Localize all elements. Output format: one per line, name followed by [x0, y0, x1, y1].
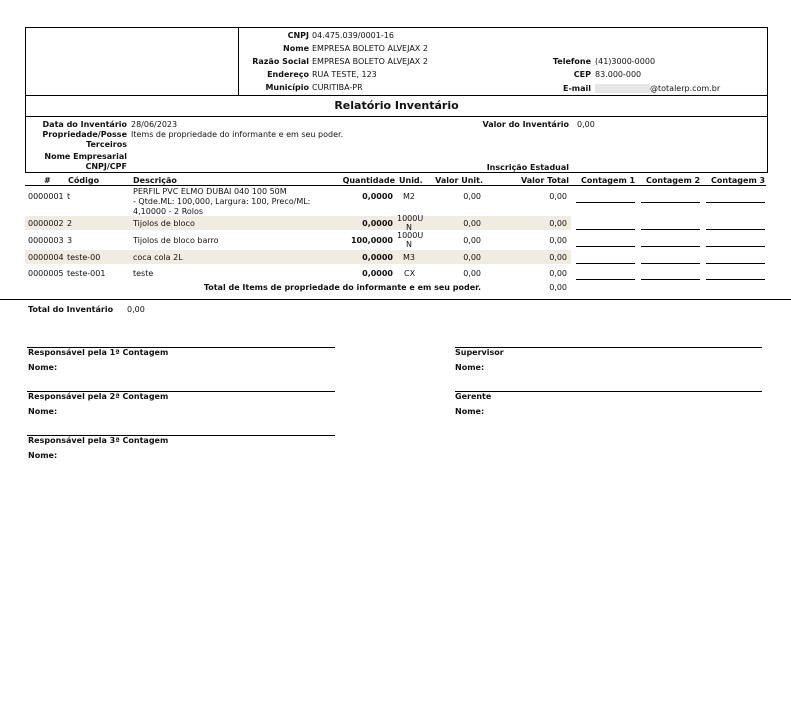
email-redaction [595, 84, 650, 93]
row2-vtotal: 0,00 [549, 219, 567, 228]
report-title: Relatório Inventário [334, 99, 459, 112]
total-value: 0,00 [127, 305, 145, 314]
row1-desc-line1: PERFIL PVC ELMO DUBAI 040 100 50M [133, 187, 287, 196]
title-box [25, 95, 768, 117]
data-label: Data do Inventário [42, 120, 127, 129]
valor-inventario-label: Valor do Inventário [482, 120, 569, 129]
supervisor-nome: Nome: [455, 363, 485, 372]
row1-contagem-1[interactable] [576, 202, 635, 203]
row3-vunit: 0,00 [463, 236, 481, 245]
row2-qtd: 0,0000 [362, 219, 393, 228]
col-quantidade: Quantidade [342, 176, 395, 185]
row4-num: 0000004 [28, 253, 64, 262]
razao-value: EMPRESA BOLETO ALVEJAX 2 [312, 57, 428, 66]
sig2-label: Responsável pela 2ª Contagem [28, 392, 169, 401]
row1-contagem-2[interactable] [641, 202, 700, 203]
row1-qtd: 0,0000 [362, 192, 393, 201]
row3-vtotal: 0,00 [549, 236, 567, 245]
nome-empresarial-label: Nome Empresarial [44, 152, 127, 161]
row1-vtotal: 0,00 [549, 192, 567, 201]
logo-area [26, 28, 239, 96]
row3-desc: Tijolos de bloco barro [133, 236, 219, 245]
row3-contagem-1[interactable] [576, 246, 635, 247]
row2-contagem-2[interactable] [641, 229, 700, 230]
col-valor-total: Valor Total [521, 176, 569, 185]
nome-value: EMPRESA BOLETO ALVEJAX 2 [312, 44, 428, 53]
valor-inventario-value: 0,00 [577, 120, 595, 129]
cnpj-value: 04.475.039/0001-16 [312, 31, 394, 40]
row3-num: 0000003 [28, 236, 64, 245]
row2-unid-line1: 1000U [397, 214, 424, 223]
row5-contagem-1[interactable] [576, 279, 635, 280]
row2-codigo: 2 [67, 219, 73, 228]
endereco-label: Endereço [267, 70, 309, 79]
col-codigo: Código [68, 176, 100, 185]
row2-num: 0000002 [28, 219, 64, 228]
terceiros-label: Terceiros [86, 140, 127, 149]
row4-unid: M3 [403, 253, 415, 262]
row3-qtd: 100,0000 [350, 236, 393, 245]
sig3-nome: Nome: [28, 451, 58, 460]
row1-num: 0000001 [28, 192, 64, 201]
row1-desc-line2: - Qtde.ML: 100,000, Largura: 100, Preco/ML: [133, 197, 311, 206]
row5-unid: CX [404, 269, 416, 278]
row1-vunit: 0,00 [463, 192, 481, 201]
cnpj-cpf-label: CNPJ/CPF [85, 162, 127, 171]
sig2-nome: Nome: [28, 407, 58, 416]
table-header-rule [25, 185, 766, 186]
propriedade-label: Propriedade/Posse [42, 130, 127, 139]
nome-label: Nome [283, 44, 309, 53]
sig1-label: Responsável pela 1ª Contagem [28, 348, 169, 357]
row3-contagem-2[interactable] [641, 246, 700, 247]
row4-contagem-3[interactable] [706, 263, 765, 264]
row4-vunit: 0,00 [463, 253, 481, 262]
municipio-label: Município [265, 83, 309, 92]
row5-codigo: teste-001 [67, 269, 106, 278]
email-value: @totalerp.com.br [650, 84, 721, 93]
razao-label: Razão Social [252, 57, 309, 66]
col-contagem-2: Contagem 2 [646, 176, 701, 185]
email-label: E-mail [562, 84, 591, 93]
supervisor-label: Supervisor [455, 348, 504, 357]
col-contagem-1: Contagem 1 [581, 176, 636, 185]
total-label: Total do Inventário [28, 305, 114, 314]
cep-label: CEP [573, 70, 591, 79]
municipio-value: CURITIBA-PR [312, 83, 363, 92]
row4-codigo: teste-00 [67, 253, 101, 262]
subtotal-label: Total de Items de propriedade do informante e em seu poder. [203, 283, 481, 292]
propriedade-value: Items de propriedade do informante e em seu poder. [131, 130, 344, 139]
row3-unid-line2: N [406, 240, 412, 249]
sig1-nome: Nome: [28, 363, 58, 372]
row5-desc: teste [133, 269, 154, 278]
row2-vunit: 0,00 [463, 219, 481, 228]
telefone-value: (41)3000-0000 [595, 57, 656, 66]
row4-contagem-1[interactable] [576, 263, 635, 264]
telefone-label: Telefone [552, 57, 591, 66]
row2-unid-line2: N [406, 223, 412, 232]
col-contagem-3: Contagem 3 [711, 176, 766, 185]
row5-num: 0000005 [28, 269, 64, 278]
row3-codigo: 3 [67, 236, 73, 245]
col-hash: # [44, 176, 51, 185]
col-unid: Unid. [399, 176, 423, 185]
cep-value: 83.000-000 [595, 70, 642, 79]
row1-codigo: t [67, 192, 71, 201]
row3-contagem-3[interactable] [706, 246, 765, 247]
row3-unid-line1: 1000U [397, 231, 424, 240]
col-descricao: Descrição [133, 176, 177, 185]
row1-unid: M2 [403, 192, 415, 201]
inscricao-estadual-label: Inscrição Estadual [486, 163, 569, 172]
row5-contagem-3[interactable] [706, 279, 765, 280]
subtotal-value: 0,00 [549, 283, 567, 292]
row2-contagem-1[interactable] [576, 229, 635, 230]
row4-desc: coca cola 2L [133, 253, 183, 262]
cnpj-label: CNPJ [287, 31, 309, 40]
gerente-label: Gerente [455, 392, 492, 401]
row1-desc-line3: 4,10000 - 2 Rolos [133, 207, 204, 216]
row5-qtd: 0,0000 [362, 269, 393, 278]
row4-background [25, 250, 571, 264]
row2-background [25, 216, 571, 230]
sig3-label: Responsável pela 3ª Contagem [28, 436, 169, 445]
row4-contagem-2[interactable] [641, 263, 700, 264]
row5-vtotal: 0,00 [549, 269, 567, 278]
data-value: 28/06/2023 [131, 120, 178, 129]
row5-vunit: 0,00 [463, 269, 481, 278]
col-valor-unit: Valor Unit. [435, 176, 483, 185]
page-rule [0, 299, 791, 300]
endereco-value: RUA TESTE, 123 [312, 70, 377, 79]
row4-vtotal: 0,00 [549, 253, 567, 262]
row2-desc: Tijolos de bloco [133, 219, 195, 228]
row2-contagem-3[interactable] [706, 229, 765, 230]
gerente-nome: Nome: [455, 407, 485, 416]
gerente-line [455, 391, 762, 392]
row4-qtd: 0,0000 [362, 253, 393, 262]
row5-contagem-2[interactable] [641, 279, 700, 280]
row1-contagem-3[interactable] [706, 202, 765, 203]
